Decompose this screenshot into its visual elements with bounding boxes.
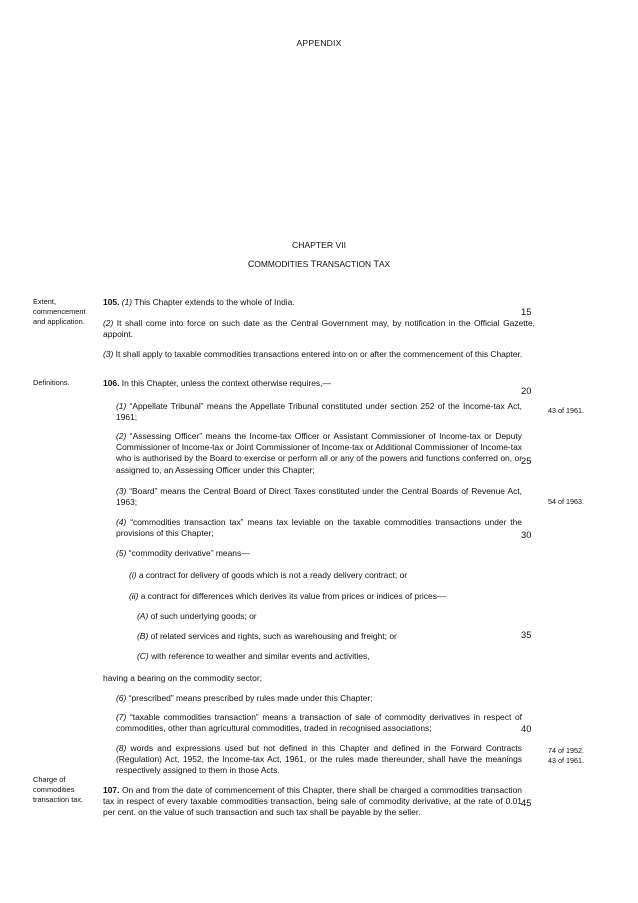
definition-5-i: (i) a contract for delivery of goods which is not a ready delivery contract; or [129,570,408,580]
chapter-title: CHAPTER VII [292,240,346,250]
section-105-3: (3) It shall apply to taxable commodities transactions entered into on or after the commencement of this Chapter. [103,349,523,359]
definition-5: (5) “commodity derivative” means— [116,548,250,558]
line-number: 20 [521,385,532,396]
definition-5-tail: having a bearing on the commodity sector; [103,673,262,683]
line-number: 15 [521,306,532,317]
section-105-2: (2) It shall come into force on such date as the Central Government may, by notification in the Official Gazette, appoint. [103,318,535,340]
act-reference: 43 of 1961. [548,406,584,415]
definition-8: (8) words and expressions used but not defined in this Chapter and defined in the Forward Contracts (Regulation) Act, 1952, the Income-tax Act, 1961, or the rules made thereunder, shall have the meanings respectively assigned to them in those Acts. [116,743,522,776]
definition-5-ii: (ii) a contract for differences which derives its value from prices or indices of prices–– [129,591,447,601]
definition-6: (6) “prescribed” means prescribed by rules made under this Chapter; [116,693,373,703]
act-reference: 74 of 1952. [548,746,584,755]
section-106-intro: 106. In this Chapter, unless the context otherwise requires,— [103,378,331,388]
margin-note-charge: Charge of commodities transaction tax. [33,775,84,804]
definition-5-B: (B) of related services and rights, such as warehousing and freight; or [137,631,397,641]
margin-note-extent: Extent, commencement and application. [33,297,86,326]
line-number: 30 [521,529,532,540]
definition-5-A: (A) of such underlying goods; or [137,611,257,621]
section-107: 107. On and from the date of commencement of this Chapter, there shall be charged a commodities transaction tax in respect of every taxable commodities transaction, being sale of commodity derivative, at the rate of 0.01 per cent. on the value of such transaction and such tax shall be payable by the seller. [103,785,522,818]
section-105-1: 105. (1) This Chapter extends to the whole of India. [103,297,295,307]
chapter-subtitle: COMMODITIES TRANSACTION TAX [247,259,391,269]
definition-2: (2) “Assessing Officer” means the Income-tax Officer or Assistant Commissioner of Income-tax or Deputy Commissioner of Income-tax or Joint Commissioner of Income-tax or Additional Commissioner of Income-tax who is authorised by the Board to exercise or perform all or any of the powers and functions conferred on, or assigned to, an Assessing Officer under this Chapter; [116,431,522,475]
line-number: 40 [521,723,532,734]
line-number: 25 [521,455,532,466]
line-number: 45 [521,797,532,808]
page-header: APPENDIX [296,38,342,48]
definition-4: (4) “commodities transaction tax” means tax leviable on the taxable commodities transactions under the provisions of this Chapter; [116,517,522,539]
margin-note-definitions: Definitions. [33,378,70,387]
definition-7: (7) “taxable commodities transaction” means a transaction of sale of commodity derivatives in respect of commodities, other than agricultural commodities, traded in recognised associations; [116,712,522,734]
act-reference: 43 of 1961. [548,756,584,765]
definition-3: (3) “Board” means the Central Board of Direct Taxes constituted under the Central Boards of Revenue Act, 1963; [116,486,522,508]
line-number: 35 [521,629,532,640]
definition-5-C: (C) with reference to weather and similar events and activities, [137,651,370,661]
definition-1: (1) “Appellate Tribunal” means the Appellate Tribunal constituted under section 252 of the Income-tax Act, 1961; [116,401,522,423]
act-reference: 54 of 1963. [548,497,584,506]
